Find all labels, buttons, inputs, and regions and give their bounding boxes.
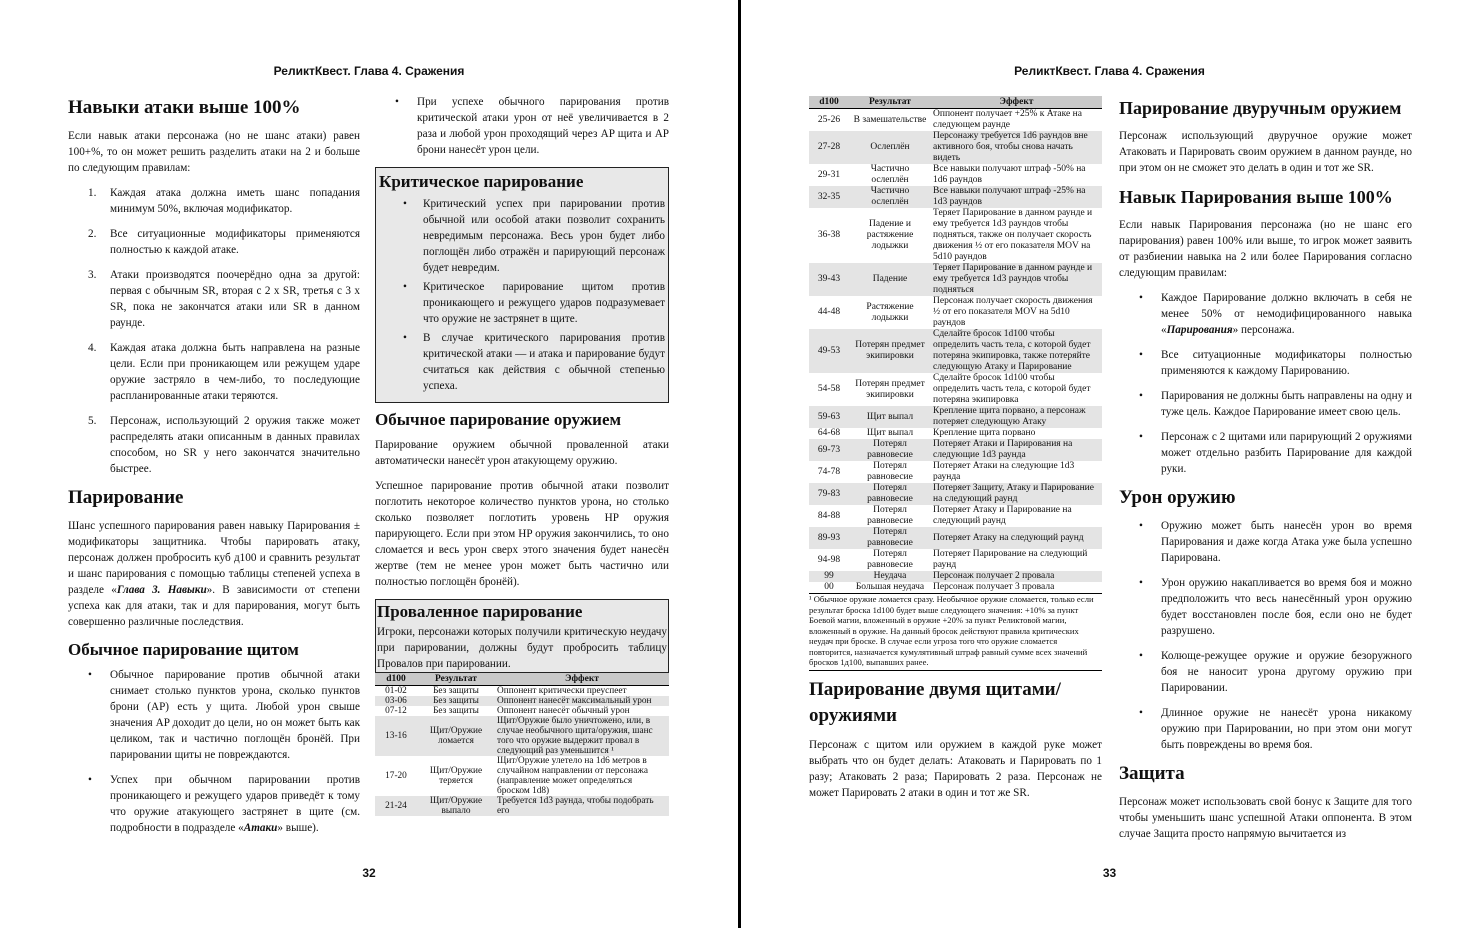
parry-over-100-list xyxy=(1119,290,1412,477)
heading-weapon-damage: Урон оружию xyxy=(1119,487,1236,508)
running-header-right: РеликтКвест. Глава 4. Сражения xyxy=(1014,64,1205,78)
footnote: ¹ Обычное оружие ломается сразу. Необычное оружие сломается, только если результат броска 1d100 будет выше следующего значения: +10% за пункт Боевой магии, вложенный в оружие +20% за пункт Реликтовой магии, вложенный в оружие. На данный бросок действуют правила критических неудач при броске. В случае если угроза того что оружие сломается повторится, назначается кумулятивный штраф равный сумме всех значений бросков 1д100, выпавших ранее. xyxy=(809,594,1102,671)
paragraph-two-weapon-parry: Персонаж с щитом или оружием в каждой руке может выбрать что он будет делать: Атаковать и Парировать по 1 разу; Атаковать 2 раза; Парировать 2 раза. Персонаж не может Парировать 2 атаки в один и тот же SR. xyxy=(809,738,1102,799)
table-row: 49-53 Потерян предмет экипировки Сделайте бросок 1d100 чтобы определить часть тела, с которой будет потеряна экипировка, также потеряйте следующую Атаку и Парирование xyxy=(809,329,1102,373)
table-row: 89-93 Потерял равновесие Потеряет Атаку на следующий раунд xyxy=(809,527,1102,549)
table-row: 00 Большая неудача Персонаж получает 3 провала xyxy=(824,582,1055,592)
heading-two-handed-parry: Парирование двуручным оружием xyxy=(1119,98,1402,118)
table-row: 07-12 Без защиты Оппонент нанесёт обычный урон xyxy=(385,706,630,716)
heading-parry-over-100: Навык Парирования выше 100% xyxy=(1119,187,1393,207)
list-item: • Критический успех при парировании против обычной или особой атаки позволит сохранить невредимым персонажа. Весь урон будет либо поглощён либо отражён и парирующий персонаж будет невредим. xyxy=(379,196,665,276)
chapter-reference: Глава 3. Навыки xyxy=(116,584,207,596)
paragraph-parry-over-100: Если навык Парирования персонажа (но не шанс его парирования) равен 100% или выше, то игрок может заявить от разбиении навыка на 2 или более Парирования согласно следующим правилам: xyxy=(1119,219,1412,279)
left-column-2 xyxy=(375,94,669,816)
table-row: 74-78 Потерял равновесие Потеряет Атаки на следующие 1d3 раунда xyxy=(817,461,1075,482)
right-column-2 xyxy=(1119,94,1412,851)
table-row: 36-38 Падение и растяжение лодыжки Теряет Парирование в данном раунде и ему требуется 1d3 раундов чтобы подняться, также он получает скорость движения ½ от его показателя MOV на 5d10 раундов xyxy=(817,208,1093,262)
list-item: • Обычное парирование против обычной атаки снимает столько пунктов урона, сколько пунктов брони (AP) есть у щита. Любой урон свыше значения AP доходит до цели, но он может быть как целиком, так и частично поглощён бронёй. При парировании щиты не повреждаются. xyxy=(68,667,360,763)
table-header: Результат xyxy=(417,673,495,686)
list-item: • Колюще-режущее оружие и оружие безоружного боя не наносит урона другому оружию при Парировании. xyxy=(1119,648,1412,696)
list-item: • Урон оружию накапливается во время боя и можно предположить что весь нанесённый урон оружию будет восстановлен после боя, если оно не будет разрушено. xyxy=(1119,575,1412,639)
list-item: • Длинное оружие не нанесёт урона никакому оружию при Парировании, но при этом они могут быть повреждены во время боя. xyxy=(1119,705,1412,753)
fumble-table-part2-wrap xyxy=(809,96,1102,594)
fumble-table-part2 xyxy=(809,96,1102,593)
right-page xyxy=(741,0,1478,928)
critical-parry-list xyxy=(379,196,665,394)
section-reference: Атаки xyxy=(243,822,278,834)
table-row: 54-58 Потерян предмет экипировки Сделайте бросок 1d100 чтобы определить часть тела, с которой будет потеряна экипировка xyxy=(817,373,1091,405)
table-header: Результат xyxy=(849,96,931,109)
paragraph-parry: Шанс успешного парирования равен навыку Парирования ± модификаторы защитника. Чтобы парировать атаку, персонаж должен пробросить куб д100 и сравнить результат и шанс парирования с помощью таблицы степеней успеха в разделе «Глава 3. Навыки». В зависимости от степени успеха как для атаки, так и для парирования, могут быть совершенно различные последствия. xyxy=(68,520,360,628)
paragraph-weapon-parry-1: Парирование оружием обычной проваленной атаки автоматически нанесёт урон атакующему оружию. xyxy=(375,439,669,467)
paragraph-weapon-parry-2: Успешное парирование против обычной атаки позволит поглотить некоторое количество пунктов урона, но столько сколько позволяет поглотить уровень HP оружия парирующего. Если при этом HP оружия закончились, то оно сломается и весь урон сверх этого значения будет нанесён жертве (тем не менее урон может быть частично или полностью поглощён бронёй). xyxy=(375,480,669,588)
shield-parry-list-cont xyxy=(375,94,669,158)
list-item: 4. Каждая атака должна быть направлена на разные цели. Если при проникающем или режущем ударе оружие застряло в чем-либо, то последующие распланированные атаки теряются. xyxy=(88,342,360,402)
table-row: 69-73 Потерял равновесие Потеряет Атаки и Парирования на следующие 1d3 раунда xyxy=(809,439,1102,461)
list-item: • Оружию может быть нанесён урон во время Парирования и даже когда Атака уже была успешно Парирована. xyxy=(1119,518,1412,566)
table-row: 84-88 Потерял равновесие Потеряет Атаку и Парирование на следующий раунд xyxy=(817,505,1072,526)
table-header: Эффект xyxy=(495,673,669,686)
heading-attack-over-100: Навыки атаки выше 100% xyxy=(68,97,301,118)
paragraph-two-handed-parry: Персонаж использующий двуручное оружие может Атаковать и Парировать своим оружием в данном раунде, но при этом он не сможет это делать в один и тот же SR. xyxy=(1119,130,1412,174)
list-item: 2. Все ситуационные модификаторы применяются полностью к каждой атаке. xyxy=(88,228,360,256)
critical-parry-box xyxy=(375,167,669,403)
table-row: 39-43 Падение Теряет Парирование в данном раунде и ему требуется 1d3 раундов чтобы подняться xyxy=(809,263,1102,296)
table-row: 27-28 Ослеплён Персонажу требуется 1d6 раундов вне активного боя, чтобы снова начать видеть xyxy=(809,131,1102,164)
paragraph-defense: Персонаж может использовать свой бонус к Защите для того чтобы уменьшить шанс успешной Атаки оппонента. В этом случае Защита просто напрямую вычитается из xyxy=(1119,796,1412,840)
table-row: 13-16 Щит/Оружие ломается Щит/Оружие было уничтожено, или, в случае необычного щита/оружия, шанс того что оружие выдержит провал в следующий раз уменьшится ¹ xyxy=(375,716,669,756)
list-item: • Парирования не должны быть направлены на одну и туже цель. Каждое Парирование имеет свою цель. xyxy=(1119,388,1412,420)
table-row: 99 Неудача Персонаж получает 2 провала xyxy=(809,571,1102,582)
table-row: 64-68 Щит выпал Крепление щита порвано xyxy=(817,428,1036,438)
heading-weapon-parry: Обычное парирование оружием xyxy=(375,410,622,429)
list-item: • Каждое Парирование должно включать в себя не менее 50% от немодифицированного навыка «Парирования» персонажа. xyxy=(1119,290,1412,338)
heading-shield-parry: Обычное парирование щитом xyxy=(68,640,299,659)
heading-two-weapon-parry: Парирование двумя щитами/оружиями xyxy=(809,678,1061,726)
failed-parry-box xyxy=(375,599,669,673)
running-header-left: РеликтКвест. Глава 4. Сражения xyxy=(273,64,465,78)
heading-defense: Защита xyxy=(1119,763,1185,784)
skill-reference: Парирования xyxy=(1166,324,1233,336)
left-column-1 xyxy=(68,94,360,845)
list-item: • Критическое парирование щитом против проникающего и режущего ударов подразумевает что оружие не застрянет в щите. xyxy=(379,279,665,327)
page-number-right: 33 xyxy=(1102,866,1117,880)
list-item: 3. Атаки производятся поочерёдно одна за другой: первая с обычным SR, вторая с 2 x SR, третья с 3 x SR, пока не закончатся атаки или SR в данном раунде. xyxy=(88,269,360,329)
table-row: 94-98 Потерял равновесие Потеряет Парирование на следующий раунд xyxy=(817,549,1088,570)
attack-rules-list xyxy=(68,185,360,477)
list-item: 5. Персонаж, использующий 2 оружия также может распределять атаки описанным в данных правилах способом, но SR у него закончатся значительно быстрее. xyxy=(88,415,360,475)
table-row: 44-48 Растяжение лодыжки Персонаж получает скорость движения ½ от его показателя MOV на 5d10 раундов xyxy=(817,296,1093,328)
fumble-table-part1 xyxy=(375,673,669,816)
table-row: 01-02 Без защиты Оппонент критически преуспеет xyxy=(385,686,627,696)
table-row: 29-31 Частично ослеплён Все навыки получают штраф -50% на 1d6 раундов xyxy=(817,164,1086,185)
paragraph-attack-intro: Если навык атаки персонажа (но не шанс атаки) равен 100+%, то он может решить разделить атаки на 2 и больше по следующим правилам: xyxy=(68,130,360,174)
page-number-left: 32 xyxy=(362,866,376,880)
list-item: • Все ситуационные модификаторы полностью применяются к каждому Парированию. xyxy=(1119,347,1412,379)
table-header: Эффект xyxy=(931,96,1102,109)
table-header: d100 xyxy=(375,673,417,686)
list-item: • Персонаж с 2 щитами или парирующий 2 оружиями может отдельно разбить Парирование для каждой руки. xyxy=(1119,429,1412,477)
table-row: 21-24 Щит/Оружие выпало Требуется 1d3 раунда, чтобы подобрать его xyxy=(375,796,669,816)
left-page xyxy=(0,0,738,928)
table-header: d100 xyxy=(809,96,849,109)
list-item: • Успех при обычном парировании против проникающего и режущего ударов приведёт к тому что оружие атакующего застрянет в щите (см. подробности в подразделе «Атаки» выше). xyxy=(68,772,360,836)
heading-parry: Парирование xyxy=(68,487,184,508)
heading-failed-parry: Проваленное парирование xyxy=(377,602,583,621)
right-column-1 xyxy=(809,96,1102,810)
table-row: 59-63 Щит выпал Крепление щита порвано, а персонаж потеряет следующую Атаку xyxy=(809,406,1102,428)
table-row: 03-06 Без защиты Оппонент нанесёт максимальный урон xyxy=(375,696,669,706)
table-row: 79-83 Потерял равновесие Потеряет Защиту, Атаку и Парирование на следующий раунд xyxy=(809,483,1102,505)
table-row: 32-35 Частично ослеплён Все навыки получают штраф -25% на 1d3 раундов xyxy=(809,186,1102,208)
list-item: • При успехе обычного парирования против критической атаки урон от неё увеличивается в 2 раза и любой урон проходящий через AP щита и AP брони нанесёт урон цели. xyxy=(375,94,669,158)
shield-parry-list xyxy=(68,667,360,836)
weapon-damage-list xyxy=(1119,518,1412,753)
table-row: 25-26 В замешательстве Оппонент получает +25% к Атаке на следующем раунде xyxy=(817,109,1082,130)
paragraph-failed-parry: Игроки, персонажи которых получили критическую неудачу при парировании, должны будут пробросить таблицу Провалов при парировании. xyxy=(377,626,667,670)
table-row: 17-20 Щит/Оружие теряется Щит/Оружие улетело на 1d6 метров в случайном направлении от персонажа (направление может определяться броском 1d8) xyxy=(385,756,648,796)
heading-critical-parry: Критическое парирование xyxy=(379,172,584,191)
list-item: • В случае критического парирования против критической атаки — и атака и парирование будут считаться как действия с обычной степенью успеха. xyxy=(379,330,665,394)
list-item: 1. Каждая атака должна иметь шанс попадания минимум 50%, включая модификатор. xyxy=(88,187,360,215)
